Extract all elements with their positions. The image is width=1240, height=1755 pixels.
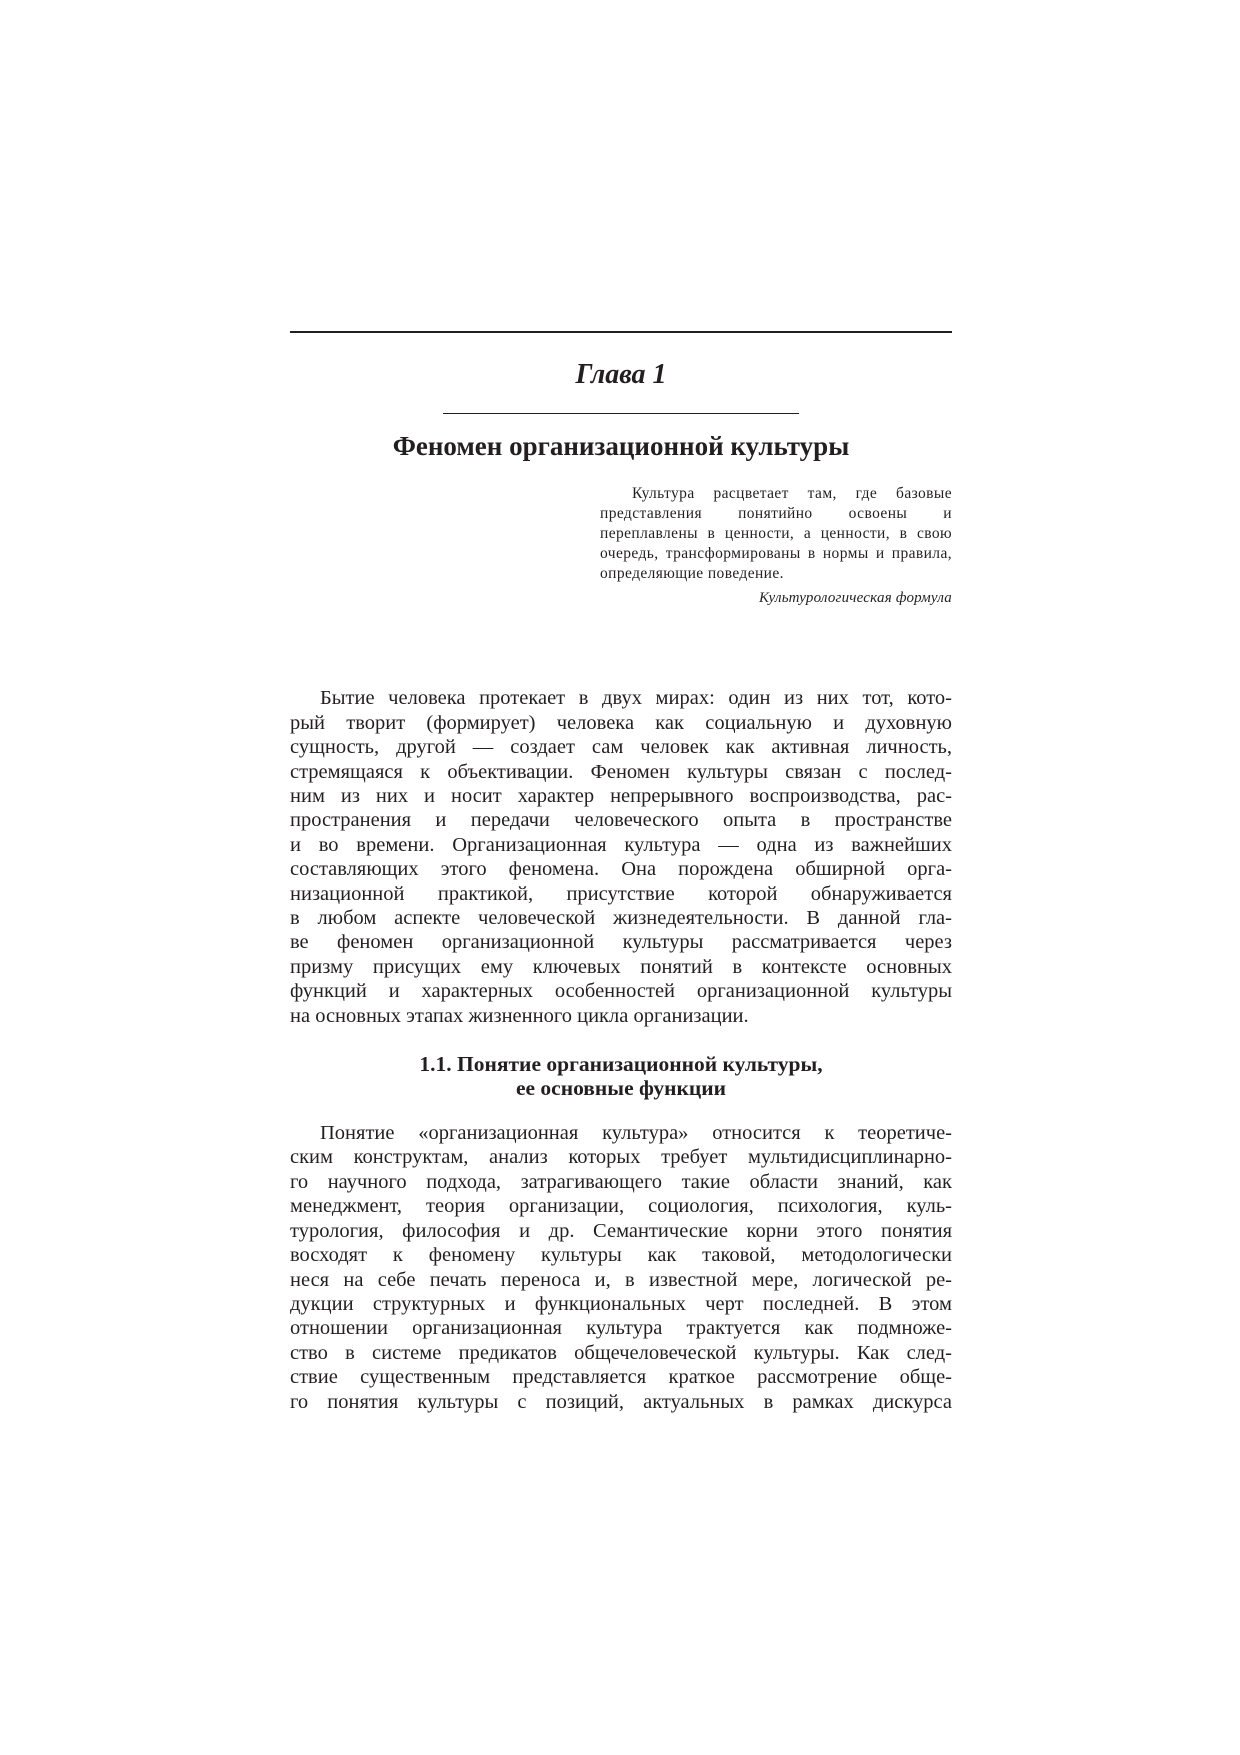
text-line: и во времени. Организационная культура — одна из важнейших — [290, 833, 952, 856]
text-line: рый творит (формирует) человека как социальную и духовную — [290, 711, 952, 734]
text-line: Понятие «организационная культура» относится к теоретиче- — [320, 1122, 952, 1145]
text-line: го научного подхода, затрагивающего такие области знаний, как — [290, 1170, 952, 1193]
book-page — [290, 331, 952, 1414]
text-line: восходят к феномену культуры как таковой, методологически — [290, 1244, 952, 1267]
paragraph-concept — [290, 1121, 952, 1414]
section-heading — [290, 1052, 952, 1100]
chapter-divider — [443, 413, 799, 414]
text-line: ве феномен организационной культуры рассматривается через — [290, 931, 952, 954]
text-line: менеджмент, теория организации, социология, психология, куль- — [290, 1195, 952, 1218]
text-line: ским конструктам, анализ которых требует мультидисциплинарно- — [290, 1146, 952, 1169]
text-line: функций и характерных особенностей организационной культуры — [290, 980, 952, 1003]
chapter-label: Глава 1 — [575, 359, 667, 390]
text-line: низационной практикой, присутствие которой обнаруживается — [290, 882, 952, 905]
top-rule — [290, 331, 952, 333]
epigraph — [600, 484, 952, 608]
epigraph-source: Культурологическая формула — [759, 590, 952, 607]
text-line: ство в системе предикатов общечеловеческой культуры. Как след- — [290, 1341, 952, 1364]
text-line: пространения и передачи человеческого опыта в пространстве — [290, 809, 952, 832]
text-line: отношении организационная культура трактуется как подмноже- — [290, 1317, 952, 1340]
section-heading-line: ее основные функции — [515, 1076, 727, 1101]
text-line: неся на себе печать переноса и, в известной мере, логической ре- — [290, 1268, 952, 1291]
text-line: дукции структурных и функциональных черт последней. В этом — [290, 1292, 952, 1315]
text-line: на основных этапах жизненного цикла организации. — [290, 1004, 749, 1027]
section-heading-line: 1.1. Понятие организационной культуры, — [419, 1052, 823, 1077]
text-line: турология, философия и др. Семантические корни этого понятия — [290, 1219, 952, 1242]
text-line: составляющих этого феномена. Она порождена обширной орга- — [290, 858, 952, 881]
text-line: ствие существенным представляется краткое рассмотрение обще- — [290, 1366, 952, 1389]
chapter-title: Феномен организационной культуры — [392, 431, 850, 461]
text-line: сущность, другой — создает сам человек как активная личность, — [290, 736, 952, 759]
text-line: ним из них и носит характер непрерывного воспроизводства, рас- — [290, 785, 952, 808]
text-line: в любом аспекте человеческой жизнедеятельности. В данной гла- — [290, 907, 952, 930]
paragraph-intro — [290, 686, 952, 1028]
text-line: Бытие человека протекает в двух мирах: один из них тот, кото- — [320, 687, 952, 710]
text-line: призму присущих ему ключевых понятий в контексте основных — [290, 955, 952, 978]
epigraph-text: Культура расцветает там, где базовые представления понятийно освоены и переплавлены в ценности, а ценности, в свою очередь, трансформированы в нормы и правила, определяющие поведение. — [600, 485, 952, 583]
text-line: го понятия культуры с позиций, актуальных в рамках дискурса — [290, 1390, 952, 1413]
text-line: стремящаяся к объективации. Феномен культуры связан с послед- — [290, 760, 952, 783]
